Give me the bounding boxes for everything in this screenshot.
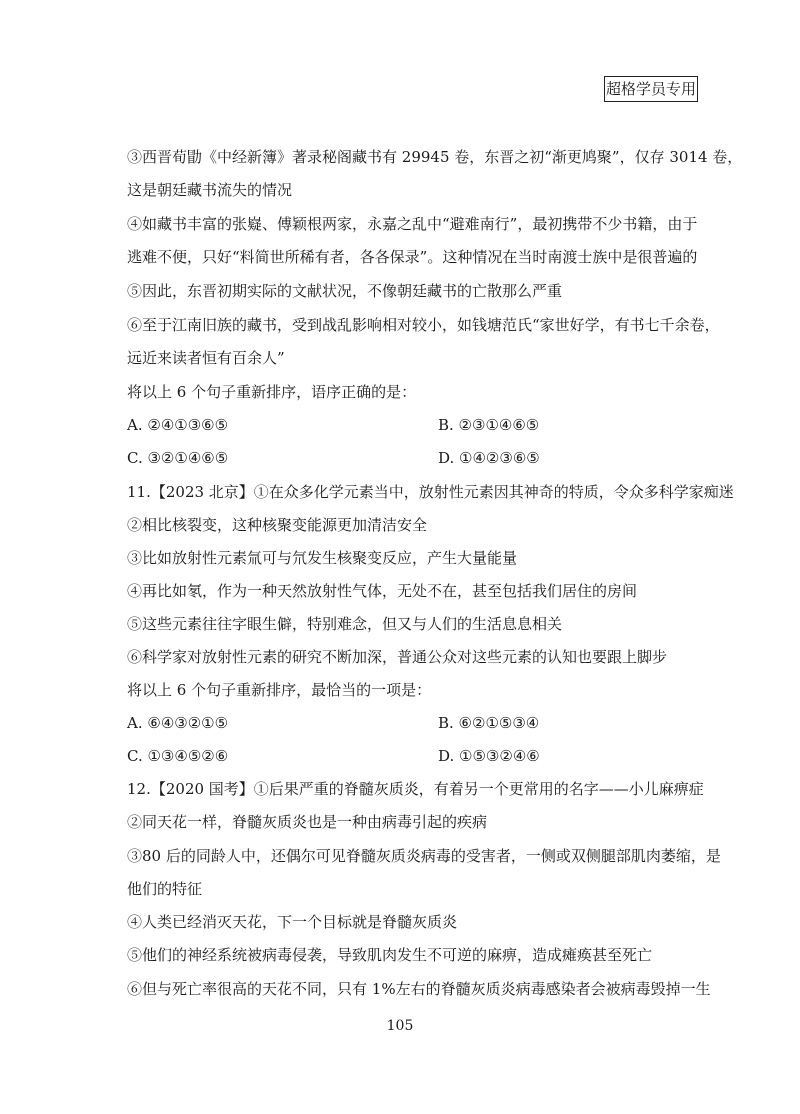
q11-sentence-3: ③比如放射性元素氚可与氘发生核聚变反应，产生大量能量 bbox=[127, 549, 518, 567]
q10-sentence-4-cont: 逃难不便，只好“料简世所稀有者，各各保录”。这种情况在当时南渡士族中是很普遍的 bbox=[127, 248, 698, 266]
q10-prompt: 将以上 6 个句子重新排序，语序正确的是： bbox=[127, 383, 417, 401]
q11-option-c: C. ①③④⑤②⑥ bbox=[127, 747, 229, 765]
q11-sentence-4: ④再比如氡，作为一种天然放射性气体，无处不在，甚至包括我们居住的房间 bbox=[127, 582, 638, 600]
q10-option-b: B. ②③①④⑥⑤ bbox=[438, 416, 540, 434]
q12-sentence-6: ⑥但与死亡率很高的天花不同，只有 1%左右的脊髓灰质炎病毒感染者会被病毒毁掉一生 bbox=[127, 980, 711, 998]
q12-sentence-3: ③80 后的同龄人中，还偶尔可见脊髓灰质炎病毒的受害者，一侧或双侧腿部肌肉萎缩，是 bbox=[127, 847, 721, 865]
q10-sentence-3: ③西晋荀勖《中经新簿》著录秘阁藏书有 29945 卷，东晋之初“渐更鸠聚”，仅存 3014 卷， bbox=[127, 148, 743, 166]
q12-sentence-1: 12.【2020 国考】①后果严重的脊髓灰质炎，有着另一个更常用的名字——小儿麻痹症 bbox=[127, 780, 704, 798]
q10-sentence-6: ⑥至于江南旧族的藏书，受到战乱影响相对较小，如钱塘范氏“家世好学，有书七千余卷， bbox=[127, 316, 720, 334]
q11-prompt: 将以上 6 个句子重新排序，最恰当的一项是： bbox=[127, 681, 432, 699]
q11-option-b: B. ⑥②①⑤③④ bbox=[438, 714, 540, 732]
q10-sentence-6-cont: 远近来读者恒有百余人” bbox=[127, 349, 285, 367]
q10-option-d: D. ①④②③⑥⑤ bbox=[438, 449, 540, 467]
q11-sentence-1: 11.【2023 北京】①在众多化学元素当中，放射性元素因其神奇的特质，令众多科学家痴迷 bbox=[127, 483, 734, 501]
page-number: 105 bbox=[386, 1018, 414, 1034]
q12-sentence-2: ②同天花一样，脊髓灰质炎也是一种由病毒引起的疾病 bbox=[127, 813, 488, 831]
q11-sentence-5: ⑤这些元素往往字眼生僻，特别难念，但又与人们的生活息息相关 bbox=[127, 615, 563, 633]
q12-sentence-4: ④人类已经消灭天花，下一个目标就是脊髓灰质炎 bbox=[127, 913, 458, 931]
student-only-badge: 超格学员专用 bbox=[604, 76, 698, 102]
q12-sentence-3-cont: 他们的特征 bbox=[127, 880, 203, 898]
q10-option-a: A. ②④①③⑥⑤ bbox=[127, 416, 229, 434]
q10-sentence-4: ④如藏书丰富的张嶷、傅颖根两家，永嘉之乱中“避难南行”，最初携带不少书籍，由于 bbox=[127, 215, 698, 233]
q11-sentence-6: ⑥科学家对放射性元素的研究不断加深，普通公众对这些元素的认知也要跟上脚步 bbox=[127, 648, 668, 666]
q10-sentence-5: ⑤因此，东晋初期实际的文献状况，不像朝廷藏书的亡散那么严重 bbox=[127, 282, 563, 300]
q12-sentence-5: ⑤他们的神经系统被病毒侵袭，导致肌肉发生不可逆的麻痹，造成瘫痪甚至死亡 bbox=[127, 946, 653, 964]
q10-option-c: C. ③②①④⑥⑤ bbox=[127, 449, 229, 467]
q10-sentence-3-cont: 这是朝廷藏书流失的情况 bbox=[127, 181, 293, 199]
q11-sentence-2: ②相比核裂变，这种核聚变能源更加清洁安全 bbox=[127, 516, 428, 534]
q11-option-d: D. ①⑤③②④⑥ bbox=[438, 747, 540, 765]
q11-option-a: A. ⑥④③②①⑤ bbox=[127, 714, 229, 732]
